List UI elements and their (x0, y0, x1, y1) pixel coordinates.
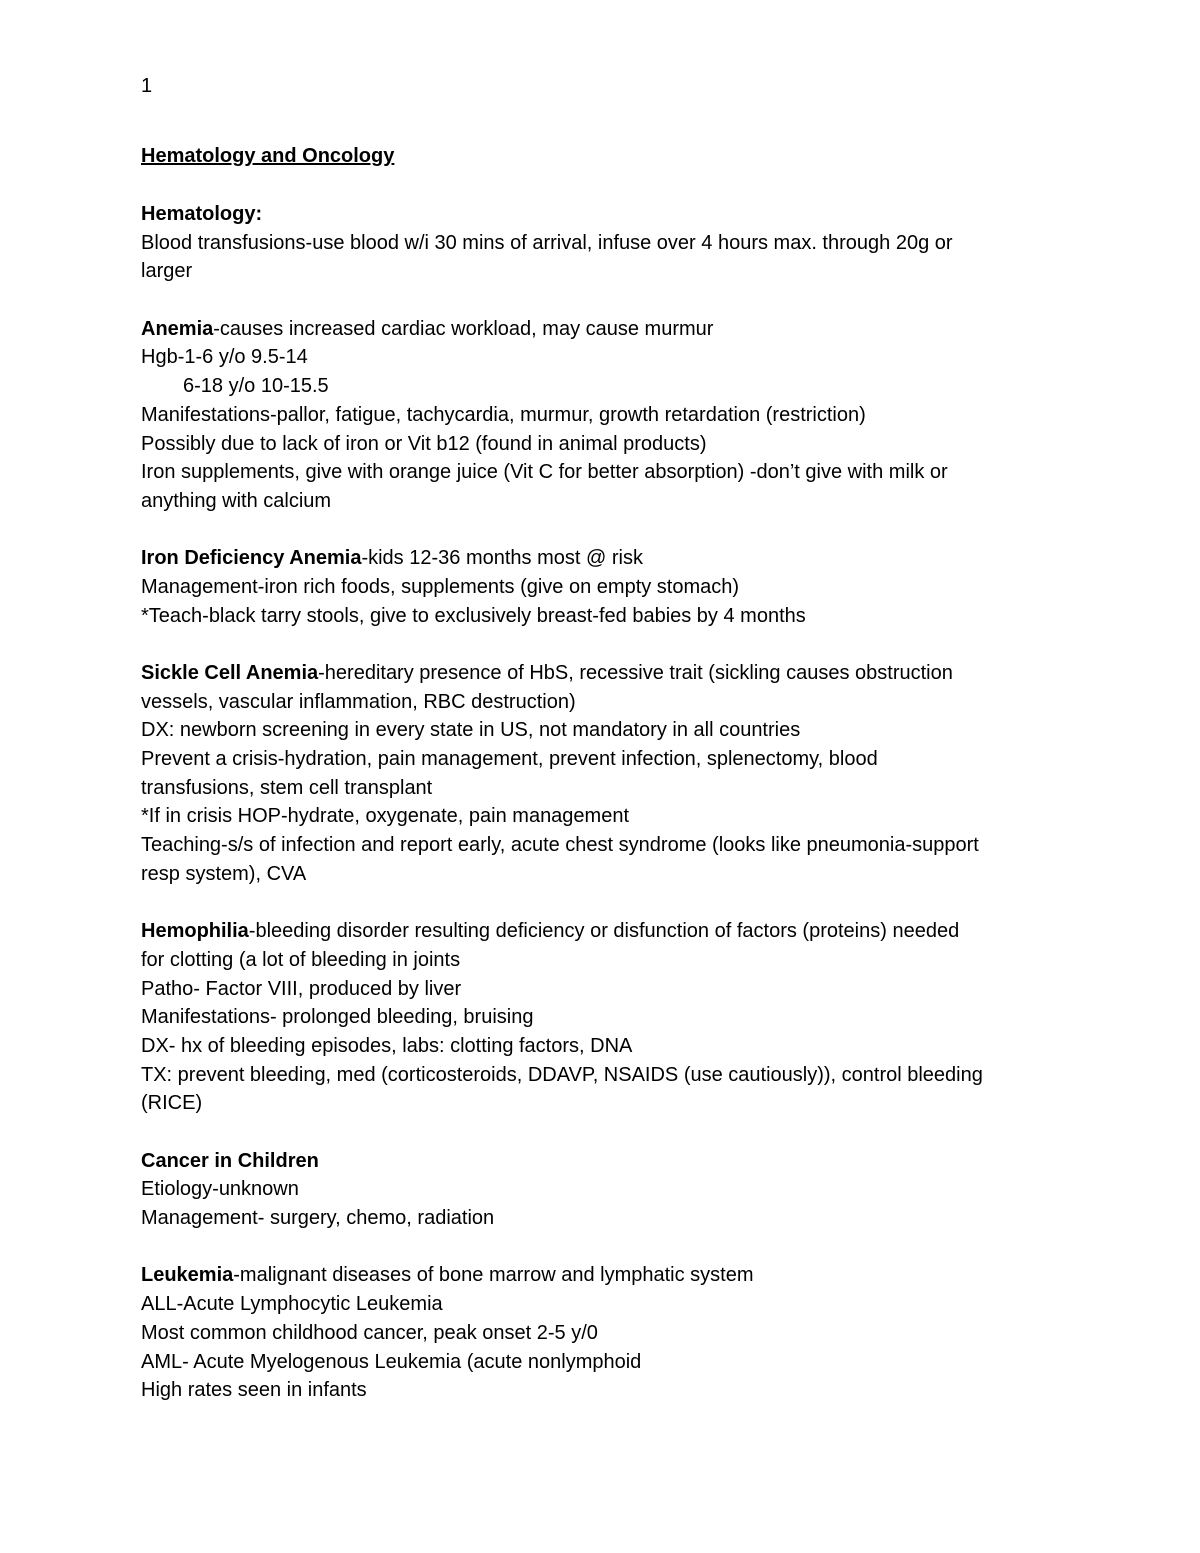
heading-hemophilia-text: -bleeding disorder resulting deficiency or disfunction of factors (proteins) needed (248, 920, 960, 943)
text-line: Prevent a crisis-hydration, pain management, prevent infection, splenectomy, blood (141, 748, 878, 771)
text-line: larger (141, 260, 193, 283)
section-heading-anemia (141, 315, 1061, 344)
text-line: Blood transfusions-use blood w/i 30 mins of arrival, infuse over 4 hours max. through 20g or (141, 231, 953, 254)
text-line: transfusions, stem cell transplant (141, 776, 433, 799)
section-heading-sickle-cell (141, 659, 1061, 688)
page-number: 1 (141, 75, 153, 97)
text-line: DX- hx of bleeding episodes, labs: clotting factors, DNA (141, 1034, 633, 1057)
text-line: resp system), CVA (141, 862, 307, 885)
text-line: Possibly due to lack of iron or Vit b12 (found in animal products) (141, 432, 707, 455)
section-heading-cancer (141, 1147, 1061, 1176)
text-line: *Teach-black tarry stools, give to exclusively breast-fed babies by 4 months (141, 604, 806, 627)
text-line: TX: prevent bleeding, med (corticosteroids, DDAVP, NSAIDS (use cautiously)), control bleeding (141, 1063, 983, 1086)
text-line: (RICE) (141, 1092, 203, 1115)
text-line: ALL-Acute Lymphocytic Leukemia (141, 1293, 443, 1316)
text-line: Patho- Factor VIII, produced by liver (141, 977, 462, 1000)
text-line: Etiology-unknown (141, 1178, 299, 1201)
heading-anemia-text: -causes increased cardiac workload, may cause murmur (213, 317, 714, 340)
text-line: Manifestations-pallor, fatigue, tachycardia, murmur, growth retardation (restriction) (141, 403, 866, 426)
section-heading-hematology (141, 200, 1061, 229)
text-line: AML- Acute Myelogenous Leukemia (acute nonlymphoid (141, 1350, 642, 1373)
text-line: *If in crisis HOP-hydrate, oxygenate, pain management (141, 805, 630, 828)
section-heading-iron-deficiency (141, 544, 1061, 573)
heading-sickle-cell-text: -hereditary presence of HbS, recessive trait (sickling causes obstruction (318, 662, 953, 684)
text-line: vessels, vascular inflammation, RBC destruction) (141, 690, 576, 713)
text-line: Hgb-1-6 y/o 9.5-14 (141, 346, 308, 369)
heading-sickle-cell: Sickle Cell Anemia (141, 662, 319, 684)
heading-iron-deficiency: Iron Deficiency Anemia (141, 547, 362, 570)
text-line: DX: newborn screening in every state in US, not mandatory in all countries (141, 719, 801, 742)
text-line-indented: 6-18 y/o 10-15.5 (183, 375, 329, 398)
text-line: for clotting (a lot of bleeding in joints (141, 948, 461, 971)
heading-leukemia-text: -malignant diseases of bone marrow and lymphatic system (233, 1264, 754, 1287)
heading-iron-deficiency-text: -kids 12-36 months most @ risk (361, 547, 643, 570)
text-line: Manifestations- prolonged bleeding, bruising (141, 1006, 534, 1029)
text-line: Management-iron rich foods, supplements (give on empty stomach) (141, 575, 740, 598)
heading-anemia: Anemia (141, 317, 214, 340)
section-heading-leukemia (141, 1261, 1061, 1290)
heading-hemophilia: Hemophilia (141, 920, 249, 943)
text-line: Management- surgery, chemo, radiation (141, 1207, 495, 1230)
heading-hematology: Hematology (141, 203, 256, 225)
text-line: Iron supplements, give with orange juice (Vit C for better absorption) -don’t give with milk or (141, 461, 948, 484)
text-line: Teaching-s/s of infection and report early, acute chest syndrome (looks like pneumonia-support (141, 834, 979, 857)
heading-hematology-colon: : (255, 203, 263, 225)
text-line: High rates seen in infants (141, 1379, 367, 1402)
heading-cancer: Cancer in Children (141, 1149, 319, 1172)
heading-leukemia: Leukemia (141, 1264, 234, 1287)
notes-body (141, 200, 1061, 1405)
text-line: Most common childhood cancer, peak onset 2-5 y/0 (141, 1321, 598, 1344)
text-line: anything with calcium (141, 489, 332, 512)
page-title: Hematology and Oncology (141, 145, 395, 167)
section-heading-hemophilia (141, 917, 1061, 946)
